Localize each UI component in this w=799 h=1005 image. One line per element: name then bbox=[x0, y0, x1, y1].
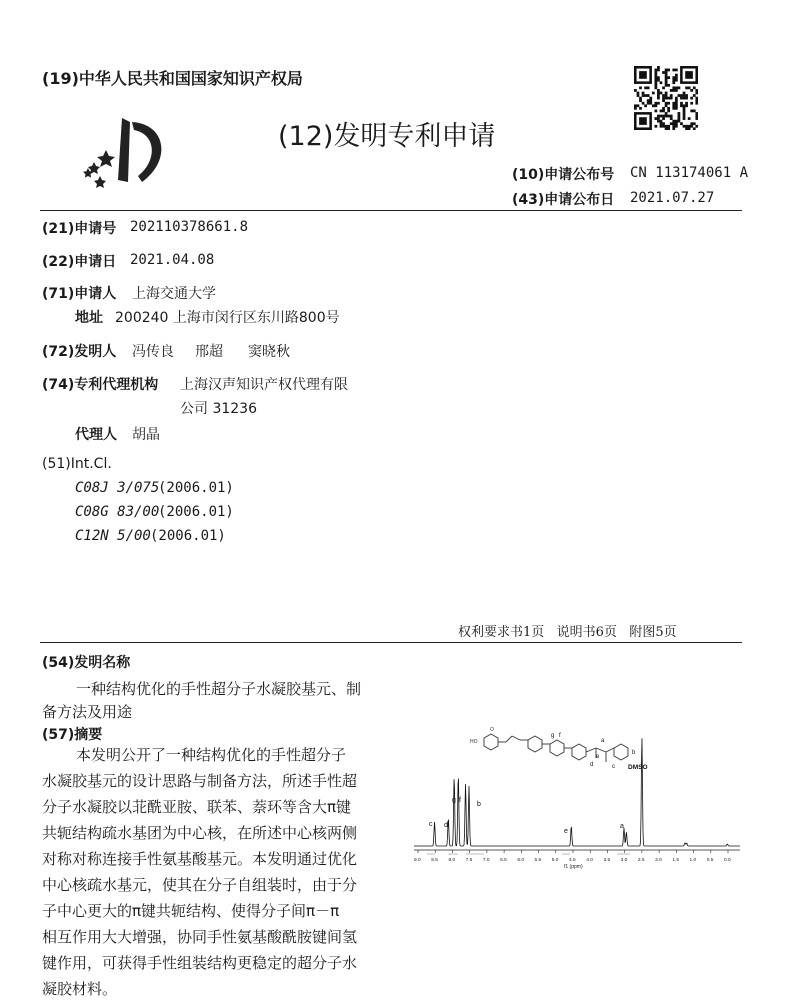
abstract-line-9: 键作用，可获得手性组装结构更稳定的超分子水 bbox=[42, 954, 358, 972]
peak-label-g: g bbox=[452, 797, 456, 804]
molecule-structure bbox=[484, 734, 628, 762]
intcl-ver-2: (2006.01) bbox=[158, 504, 234, 520]
abstract-line-3: 分子水凝胶以苝酰亚胺、联苯、萘环等含大π键 bbox=[42, 798, 352, 816]
x-tick-label: 8.0 bbox=[448, 858, 456, 863]
qr-code-icon bbox=[634, 66, 698, 130]
agency-line-1: 上海汉声知识产权代理有限 bbox=[180, 377, 348, 393]
address: 200240 上海市闵行区东川路800号 bbox=[115, 310, 340, 326]
document-type: (12)发明专利申请 bbox=[278, 121, 496, 152]
applicant-label: (71)申请人 bbox=[42, 286, 117, 302]
page-counts: 权利要求书1页 说明书6页 附图5页 bbox=[458, 625, 677, 640]
mol-label-a: a bbox=[601, 738, 605, 744]
peak-label-c: c bbox=[429, 821, 433, 828]
nmr-spectrum-figure bbox=[410, 720, 742, 895]
address-label: 地址 bbox=[75, 310, 103, 326]
intcl-code-1: C08J 3/075 bbox=[75, 480, 160, 496]
abstract-line-5: 对称对称连接手性氨基酸基元。本发明通过优化 bbox=[42, 850, 358, 868]
abstract-line-6: 中心核疏水基元，使其在分子自组装时，由于分 bbox=[42, 876, 358, 894]
app-no: 202110378661.8 bbox=[130, 219, 249, 235]
agency-line-2: 公司 31236 bbox=[180, 401, 257, 417]
intcl-label: (51)Int.Cl. bbox=[42, 456, 112, 472]
label-HO: HO bbox=[470, 739, 478, 745]
mol-label-f: f bbox=[559, 733, 561, 739]
x-tick-label: 5.0 bbox=[551, 858, 559, 863]
x-tick-label: 1.5 bbox=[672, 858, 680, 863]
header-rule bbox=[40, 210, 742, 211]
abstract-line-7: 子中心更大的π键共轭结构、使得分子间π－π bbox=[42, 902, 340, 920]
title-label: (54)发明名称 bbox=[42, 655, 131, 671]
intcl-ver-3: (2006.01) bbox=[150, 528, 226, 544]
logo-stroke-left bbox=[118, 118, 130, 182]
logo-star-3 bbox=[94, 176, 106, 188]
x-axis-label: f1 (ppm) bbox=[564, 864, 583, 870]
peak-label-dmso: DMSO bbox=[628, 764, 648, 771]
x-tick-label: 9.0 bbox=[414, 858, 421, 863]
inventor-1: 冯传良 bbox=[132, 344, 174, 360]
abstract-line-10: 凝胶材料。 bbox=[42, 980, 118, 998]
x-tick-label: 7.5 bbox=[465, 858, 473, 863]
inventor-2: 邢超 bbox=[195, 344, 223, 360]
abstract-body bbox=[42, 742, 380, 1002]
peak-label-e: e bbox=[564, 828, 568, 835]
abstract-label: (57)摘要 bbox=[42, 727, 103, 743]
peak-label-f: f bbox=[459, 797, 461, 804]
x-tick-label: 2.0 bbox=[655, 858, 662, 863]
x-tick-label: 3.5 bbox=[603, 858, 611, 863]
x-tick-label: 0.5 bbox=[706, 858, 714, 863]
x-tick-label: 4.5 bbox=[569, 858, 576, 863]
abstract-line-2: 水凝胶基元的设计思路与制备方法，所述手性超 bbox=[42, 772, 358, 790]
inventors-label: (72)发明人 bbox=[42, 344, 117, 360]
pub-date-label: (43)申请公布日 bbox=[512, 192, 615, 208]
x-tick-label: 2.5 bbox=[637, 858, 645, 863]
logo-star-1 bbox=[97, 150, 115, 167]
app-no-label: (21)申请号 bbox=[42, 221, 117, 237]
mol-label-g: g bbox=[551, 733, 555, 739]
invention-title-line-1: 一种结构优化的手性超分子水凝胶基元、制 bbox=[76, 680, 362, 698]
intcl-ver-1: (2006.01) bbox=[158, 480, 234, 496]
office-name: (19)中华人民共和国国家知识产权局 bbox=[42, 69, 303, 88]
pages-rule bbox=[40, 642, 742, 643]
peak-label-d: d bbox=[444, 822, 448, 829]
app-date-label: (22)申请日 bbox=[42, 254, 117, 270]
intcl-code-2: C08G 83/00 bbox=[75, 504, 160, 520]
applicant: 上海交通大学 bbox=[132, 286, 216, 302]
cnipa-logo bbox=[80, 108, 172, 192]
x-tick-label: 5.5 bbox=[534, 858, 542, 863]
x-tick-label: 8.5 bbox=[431, 858, 438, 863]
x-tick-label: 7.0 bbox=[482, 858, 490, 863]
x-tick-label: 3.0 bbox=[620, 858, 628, 863]
label-O: O bbox=[490, 727, 494, 733]
abstract-line-8: 相互作用大大增强，协同手性氨基酸酰胺键间氢 bbox=[42, 928, 358, 946]
x-tick-label: 6.0 bbox=[517, 858, 525, 863]
pub-date: 2021.07.27 bbox=[630, 190, 715, 206]
agency-label: (74)专利代理机构 bbox=[42, 377, 159, 393]
pub-no: CN 113174061 A bbox=[630, 165, 749, 181]
agent: 胡晶 bbox=[132, 427, 160, 443]
x-tick-label: 4.0 bbox=[586, 858, 593, 863]
intcl-code-3: C12N 5/00 bbox=[75, 528, 151, 544]
mol-label-d: d bbox=[590, 762, 594, 768]
logo-arc bbox=[132, 122, 161, 182]
mol-label-c: c bbox=[612, 764, 615, 770]
peak-label-b: b bbox=[477, 801, 481, 808]
app-date: 2021.04.08 bbox=[130, 252, 215, 268]
inventor-3: 窦晓秋 bbox=[248, 344, 290, 360]
x-tick-label: 6.5 bbox=[500, 858, 507, 863]
x-tick-label: 1.0 bbox=[689, 858, 697, 863]
peak-label-a: a bbox=[620, 823, 624, 830]
pub-no-label: (10)申请公布号 bbox=[512, 167, 615, 183]
x-axis-ticks bbox=[414, 850, 731, 863]
abstract-line-4: 共轭结构疏水基团为中心核，在所述中心核两侧 bbox=[42, 824, 358, 842]
agent-label: 代理人 bbox=[75, 427, 117, 443]
spectrum-trace bbox=[414, 738, 740, 846]
abstract-line-1: 本发明公开了一种结构优化的手性超分子 bbox=[76, 746, 347, 764]
x-tick-label: 0.0 bbox=[724, 858, 731, 863]
mol-label-b: b bbox=[632, 750, 636, 756]
mol-label-e: e bbox=[596, 754, 600, 760]
invention-title-line-2: 备方法及用途 bbox=[42, 703, 133, 721]
